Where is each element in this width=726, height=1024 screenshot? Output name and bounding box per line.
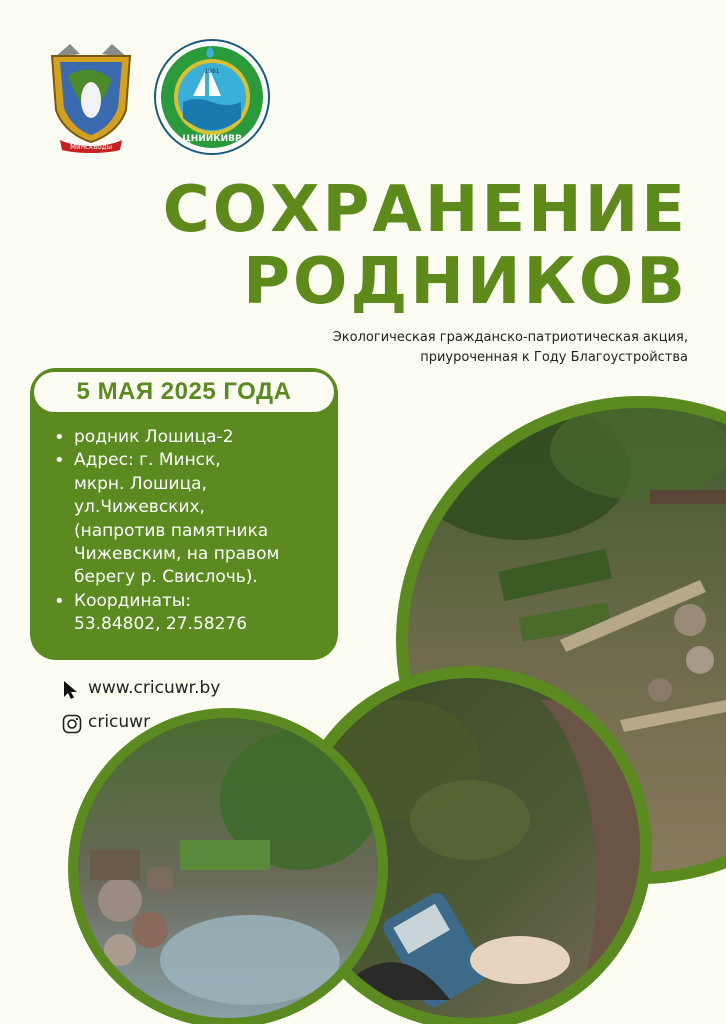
address-line: (напротив памятника [74,520,269,541]
coordinates-value: 53.84802, 27.58276 [74,614,248,635]
list-item-spring [50,426,330,449]
logo-year-text: 1961 [204,68,220,75]
round-emblem-logo [153,38,271,156]
photo-spring-pool [78,718,380,1018]
coordinates-label: • Координаты: [74,590,192,611]
logo-ring-text: ЦНИИКИВР [182,134,242,144]
spring-name: • родник Лошица-2 [74,427,234,447]
cursor-arrow-icon [62,680,80,700]
subtitle-line-1: Экологическая гражданско-патриотическая акция, [332,330,688,345]
event-details-list [50,426,330,637]
address-line: берегу р. Свислочь). [74,567,258,588]
address-line: мкрн. Лошица, [74,473,207,494]
title-line-2: РОДНИКОВ [243,245,688,319]
address-line: ул.Чижевских, [74,497,205,518]
logo-ribbon-text: Минскводы [69,143,113,151]
list-item-address [50,449,330,589]
instagram-icon [62,714,82,734]
instagram-handle[interactable]: cricuwr [88,712,151,732]
address-line: Чижевским, на правом [74,544,280,565]
title-line-1: СОХРАНЕНИЕ [162,173,688,247]
subtitle-line-2: приуроченная к Году Благоустройства [420,350,688,365]
event-date: 5 МАЯ 2025 ГОДА [76,378,292,405]
website-url[interactable]: www.cricuwr.by [88,678,221,698]
list-item-coordinates [50,590,330,637]
coat-of-arms-logo [40,36,142,154]
address-line: • Адрес: г. Минск, [74,450,221,471]
